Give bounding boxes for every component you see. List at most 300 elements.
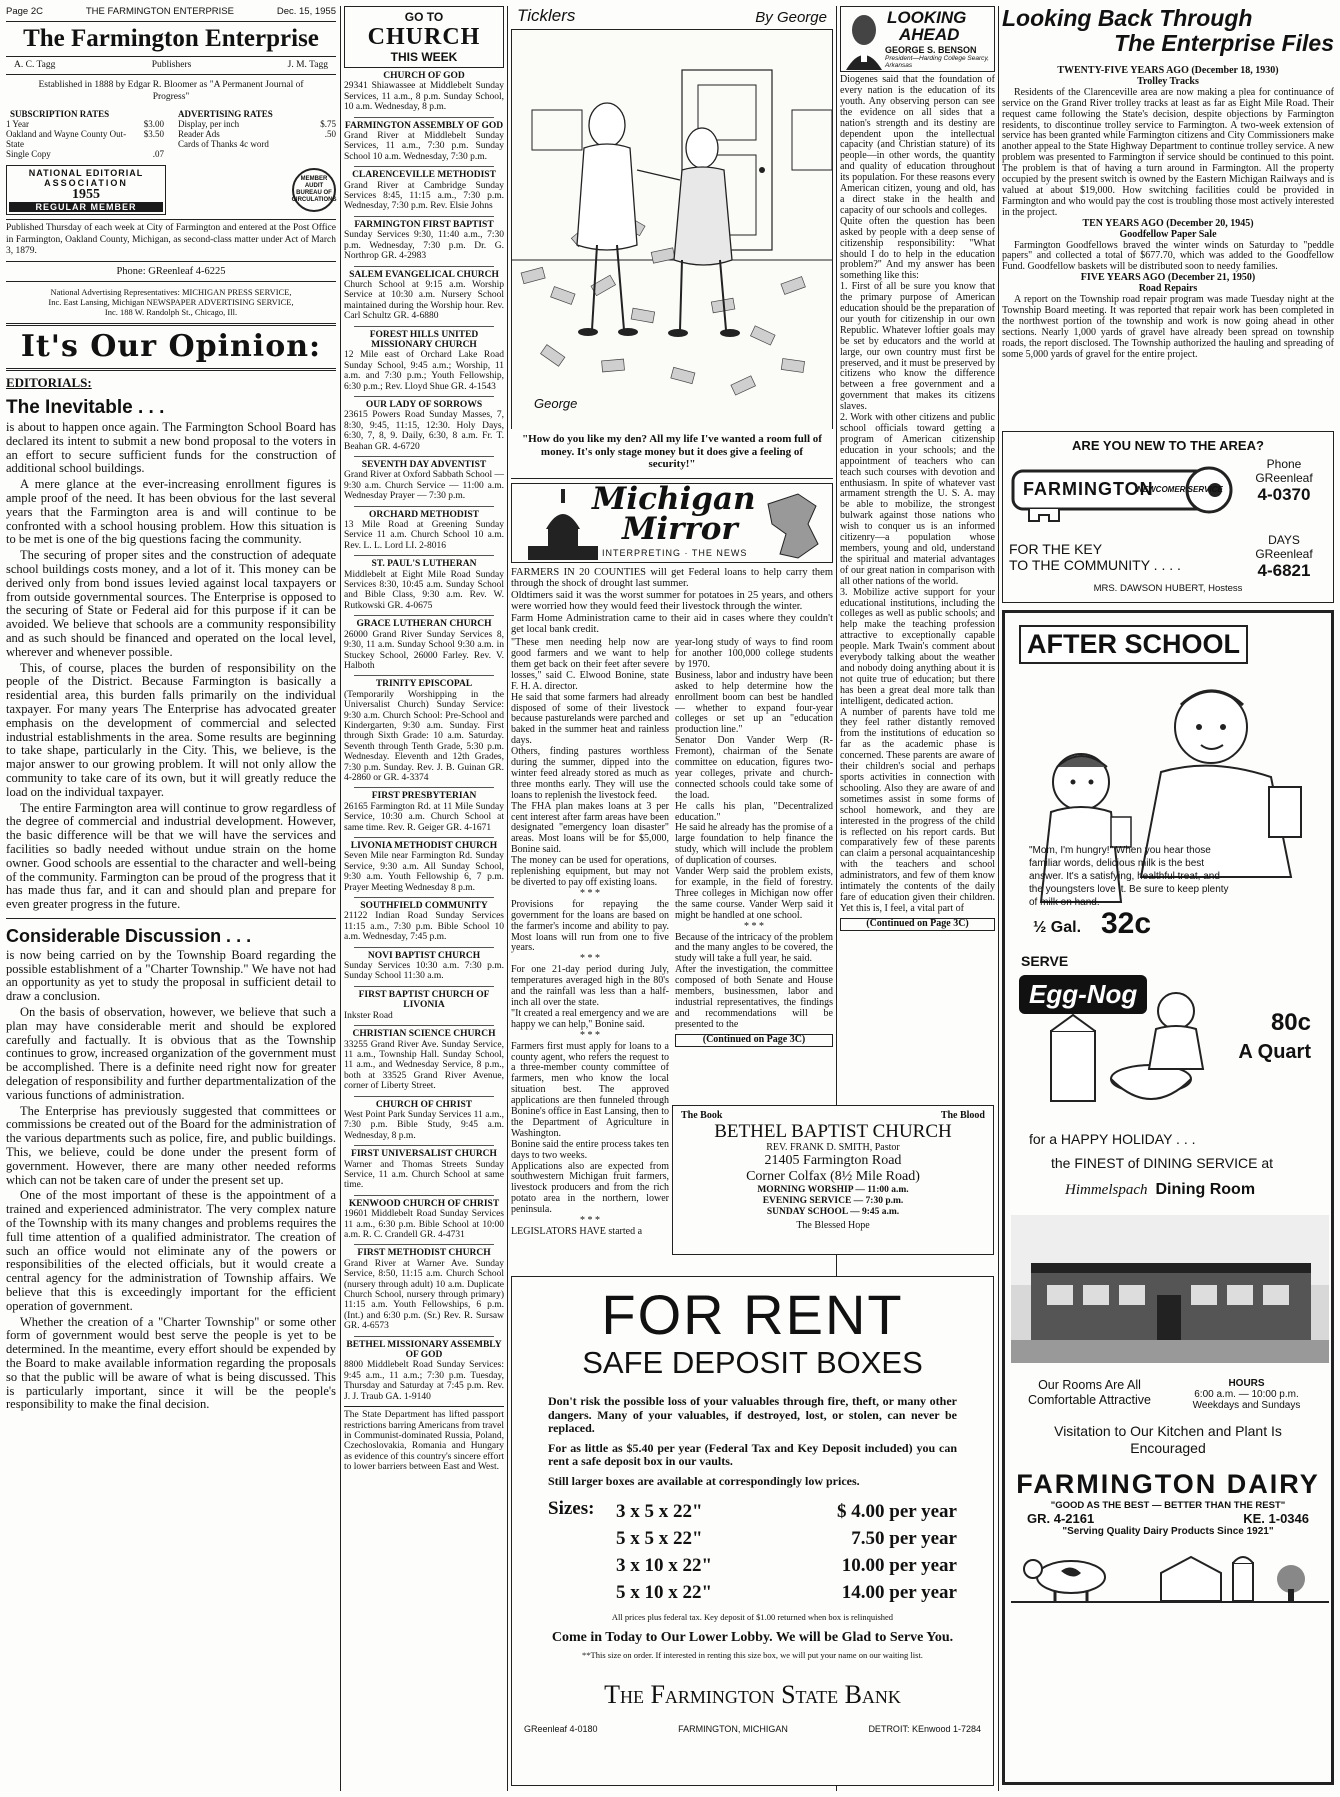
ticklers-header [511, 6, 833, 26]
state-department-note: The State Department has lifted passport restrictions barring Americans from travel in Communist-dominated Russia, Poland, Czechoslovakia, Romania and Hungary as evidence of this country's sincere effort to lower barriers between East and West. [344, 1410, 504, 1473]
church-directory-column [344, 6, 504, 1791]
divider [354, 326, 494, 327]
church-details: 26165 Farmington Rd. at 11 Mile Sunday Service, 10:30 a.m. Church School at same time. Rev. R. Geiger GR. 4-1671 [344, 801, 504, 833]
divider [354, 1145, 494, 1146]
church-name: GRACE LUTHERAN CHURCH [356, 619, 492, 630]
church-listing [344, 330, 504, 392]
church-name: SALEM EVANGELICAL CHURCH [349, 269, 499, 280]
separator: * * * [580, 887, 600, 899]
church-name: ORCHARD METHODIST [368, 509, 480, 520]
mirror-paragraph: Provisions for repaying the government for the loans are based on the farmer's income and ability to pay. Most loans will run from one to five years. [511, 898, 669, 954]
church-details: Grand River at Oxford Sabbath School — 9:30 a.m. Church Service — 11:00 a.m. Wednesday Prayer — 7:30 p.m. [344, 470, 504, 502]
divider [6, 261, 336, 262]
looking-back-sub: Trolley Tracks [1137, 75, 1199, 87]
mirror-paragraph: He said he already has the promise of a large foundation to help finance the study, which will include the problem of duplication of courses. [675, 822, 833, 867]
mirror-paragraph: He said that some farmers had already disposed of some of their livestock because pasturelands were parched and baked in the summer heat and rainless days. [511, 691, 669, 747]
looking-back-head: TEN YEARS AGO (December 20, 1945) [1082, 217, 1254, 229]
rooms-text: Our Rooms Are All Comfortable Attractive [1028, 1378, 1151, 1407]
safe-deposit-fine-print: All prices plus federal tax. Key deposit of $1.00 returned when box is relinquished [611, 1612, 894, 1622]
divider [354, 947, 494, 948]
bank-phone: DETROIT: KEnwood 1-7284 [868, 1724, 981, 1734]
divider [6, 74, 336, 75]
dairy-phone: GR. 4-2161 [1027, 1511, 1095, 1526]
publication-notice: Published Thursday of each week at City of Farmington and entered at the Post Office in Farmington, Oakland County, Michigan, as second-class matter under Act of March 3, 1879. [6, 223, 336, 256]
column-rule [507, 6, 508, 1791]
cartoon-caption: "How do you like my den? All my life I've wanted a room full of money. It's only stage money but it does give a feeling of security!" [522, 433, 822, 470]
church-details: Grand River at Warner Ave. Sunday Service, 8:50, 11:15 a.m. Church School (nursery through adult) 10 a.m. Duplicate Church School, nursery through primary) 11:15 a.m. Youth Fellowships, 6 p.m. (Int.) and 6:30 p.m. (Sr.) Rev. R. Sursaw GR. 4-6573 [344, 1258, 504, 1332]
church-name: CLARENCEVILLE METHODIST [352, 170, 496, 181]
looking-ahead-column [840, 6, 995, 1101]
looking-ahead-logo [840, 6, 995, 72]
box-size-row [616, 1579, 957, 1606]
dining-room-line [1065, 1181, 1325, 1199]
editorial-column [6, 6, 336, 1791]
looking-back-sub: Road Repairs [1138, 283, 1198, 295]
after-school-headline: AFTER SCHOOL [1019, 625, 1248, 664]
half-gallon-label: ½ Gal. [1033, 919, 1082, 936]
bank-name: The Farmington State Bank [604, 1680, 901, 1709]
nea-badge: NATIONAL EDITORIAL ASSOCIATION 1955 REGULAR MEMBER [6, 165, 166, 215]
looking-ahead-paragraph: A number of parents have told me they feel rather distantly removed from the institutions of education so far as the academic phase is concerned. These parents are aware of their children's social and perhaps sports activities in connection with schooling. Also they are aware of and sometimes assist in some forms of school homework, and they are interested in the progress of the child is reflected on his report cards. But comparatively few of these parents can claim a personal acquaintanceship with the teachers and school administrators, and few of them know intimately the contents of the daily fare of education given their children. Yet this is, I feel, a vital part of [840, 706, 995, 914]
phone-exchange: GReenleaf [1255, 547, 1313, 561]
church-listing [344, 121, 504, 163]
church-details: Church School at 9:15 a.m. Worship Service at 10:30 a.m. Nursery School maintained during the Worship hour. Rev. Carl Schultz GR. 4-6880 [344, 279, 504, 322]
separator: * * * [580, 953, 600, 965]
abc-badge: MEMBER AUDIT BUREAU OF CIRCULATIONS [292, 168, 336, 212]
dairy-slogan: "GOOD AS THE BEST — BETTER THAN THE REST" [1050, 1500, 1286, 1511]
church-listing [344, 990, 504, 1021]
divider [511, 478, 833, 479]
cartoonist-signature: George [534, 396, 578, 411]
holiday-line: for a HAPPY HOLIDAY . . . [1029, 1131, 1196, 1147]
mirror-paragraph: Applications also are expected from southwestern Michigan fruit farmers, livestock producers and from the rich potato area in the northern, lower peninsula. [511, 1160, 669, 1216]
church-listing [344, 1029, 504, 1091]
dining-line: the FINEST of DINING SERVICE at [1051, 1155, 1273, 1171]
rate-row: Cards of Thanks 4c word [178, 139, 269, 149]
mirror-logo-line1: Michigan [592, 480, 756, 517]
hours-label: HOURS [1228, 1378, 1265, 1389]
established-note: Established in 1888 by Edgar R. Bloomer as "A Permanent Journal of Progress" [38, 80, 304, 102]
looking-ahead-author-title: President—Harding College Searcy, Arkansas [885, 55, 989, 69]
mirror-lead: FARMERS IN 20 COUNTIES will get Federal loans to help carry them through the shock of drought last summer. [511, 566, 833, 590]
church-details: Warner and Thomas Streets Sunday Service, 11 a.m. Church School at same time. [344, 1159, 504, 1191]
right-column [1002, 6, 1334, 1791]
church-name: KENWOOD CHURCH OF CHRIST [348, 1198, 500, 1209]
rate-row: Oakland and Wayne County Out-State $3.50 [6, 129, 164, 149]
box-price: $ 4.00 per year [837, 1501, 957, 1522]
divider [6, 219, 336, 220]
bethel-top-line [681, 1110, 985, 1121]
looking-back-body [1002, 66, 1334, 360]
divider [6, 56, 336, 57]
church-details: Sunday Services 10:30 a.m. 7:30 p.m. Sunday School 11:30 a.m. [344, 961, 504, 982]
bethel-service: EVENING SERVICE — 7:30 p.m. [762, 1196, 904, 1206]
divider [6, 281, 336, 282]
divider [354, 1195, 494, 1196]
church-details: West Point Park Sunday Services 11 a.m., 7:30 p.m. Bible Study, 9:45 a.m. Wednesday, 8 p.m. [344, 1109, 504, 1141]
dairy-phones [1011, 1511, 1325, 1526]
sizes-label: Sizes: [548, 1498, 595, 1519]
issue-date: Dec. 15, 1955 [276, 6, 336, 17]
church-name: SOUTHFIELD COMMUNITY [360, 901, 488, 912]
church-name: NOVI BAPTIST CHURCH [367, 950, 481, 961]
editorial-headline: The Inevitable . . . [6, 397, 165, 418]
editorial-paragraph: is about to happen once again. The Farmington School Board has declared its intent to submit a new bond proposal to the voters in an effort to secure sufficient funds for the construction of additional school buildings. [6, 420, 336, 476]
bethel-pastor: REV. FRANK D. SMITH, Pastor [766, 1142, 900, 1153]
mirror-paragraph: For one 21-day period during July, temperatures averaged high in the 80's and the rainfall was less than a half-inch all over the state. [511, 964, 669, 1008]
church-name: CHURCH OF CHRIST [375, 1099, 473, 1110]
mirror-paragraph: The money can be used for operations, replenishing equipment, but may not be diverted to pay off existing loans. [511, 855, 669, 888]
editorials-label: EDITORIALS: [6, 375, 92, 390]
looking-ahead-line1: LOOKING [887, 8, 967, 27]
mirror-paragraph: Farmers first must apply for loans to a county agent, who refers the request to a three-member county committee of farmers, men who know the local situation best. The approved applications are then funneled through Bonine's office in East Lansing, then to the Department of Agriculture in Washington. [511, 1040, 669, 1139]
phone-exchange: GReenleaf [1255, 471, 1313, 485]
church-details: 21122 Indian Road Sunday Services 11:15 a.m., 7:30 p.m. Bible School 10 a.m. Wednesday, 7:45 p.m. [344, 911, 504, 943]
church-listing [344, 270, 504, 322]
size-list [616, 1498, 957, 1606]
box-size: 5 x 5 x 22" [616, 1528, 703, 1549]
cartoon-panel [511, 29, 833, 429]
eggnog-price: 80c [1270, 1009, 1311, 1036]
box-price: 10.00 per year [841, 1555, 957, 1576]
eggnog-logo: Egg-Nog [1019, 975, 1147, 1014]
divider [344, 1406, 504, 1407]
phone-number: 4-0370 [1257, 485, 1311, 504]
hours-block [1168, 1378, 1325, 1411]
church-details: 8800 Middlebelt Road Sunday Services: 9:45 a.m., 11 a.m.; 7:30 p.m. Tuesday, Thursday and Saturday at 7:45 p.m. Rev. J. J. Traub GA. 1-9140 [344, 1360, 504, 1402]
church-name: FARMINGTON FIRST BAPTIST [354, 219, 494, 230]
rates-block [6, 109, 336, 159]
church-listing [344, 1149, 504, 1191]
safe-deposit-price-line: For as little as $5.40 per year (Federal Tax and Key Deposit included) you can rent a safe deposit box in our vaults. [548, 1440, 957, 1468]
key-text: FARMINGTON [1023, 479, 1154, 499]
box-price: 14.00 per year [841, 1582, 957, 1603]
church-name: ST. PAUL'S LUTHERAN [371, 559, 477, 570]
rate-row: Reader Ads .50 [178, 129, 336, 139]
cartoon-illustration [512, 30, 832, 430]
dairy-name: FARMINGTON DAIRY [1016, 1469, 1320, 1499]
church-name: SEVENTH DAY ADVENTIST [361, 460, 487, 470]
church-details: 33255 Grand River Ave. Sunday Service, 11 a.m., Township Hall. Sunday School, 11 a.m., and Wednesday Service, 8 p.m., both at 33525 Grand River Avenue, corner of Liberty Street. [344, 1039, 504, 1092]
publishers-label: Publishers [151, 59, 192, 70]
safe-deposit-intro: Don't risk the possible loss of your valuables through fire, theft, or many other dangers. Many of your valuables, if destroyed, lost, or stolen, can never be replaced. [548, 1394, 957, 1435]
box-size: 5 x 10 x 22" [616, 1582, 713, 1603]
safe-deposit-headline: SAFE DEPOSIT BOXES [582, 1345, 923, 1380]
folio-line [6, 6, 336, 18]
church-name: FOREST HILLS UNITED MISSIONARY CHURCH [369, 329, 479, 350]
column-rule [998, 6, 999, 1791]
church-listing [344, 1340, 504, 1402]
visitation-text: Visitation to Our Kitchen and Plant Is Encouraged [1054, 1423, 1282, 1456]
newcomer-ad [1002, 431, 1334, 603]
church-name: FIRST UNIVERSALIST CHURCH [351, 1149, 497, 1160]
eggnog-carton-illustration [1021, 969, 1221, 1119]
cow-farm-illustration [1011, 1543, 1329, 1613]
dairy-phone: KE. 1-0346 [1243, 1511, 1309, 1526]
newcomer-tagline [1009, 533, 1241, 581]
church-name: FIRST BAPTIST CHURCH OF LIVONIA [358, 989, 490, 1011]
dining-room-label: Dining Room [1155, 1181, 1256, 1198]
mirror-paragraph: "These men needing help now are good farmers and we want to help them get back on their feet after severe losses," said C. Elwood Bonine, state F. H. A. director. [511, 637, 669, 692]
divider [354, 266, 494, 267]
church-details: Grand River at Middlebelt Sunday Services, 11 a.m., 7:30 p.m. Sunday School 10 a.m. Wednesday, 7:30 p.m. [344, 131, 504, 162]
subscription-title: SUBSCRIPTION RATES [10, 109, 110, 119]
mirror-paragraph: Because of the intricacy of the problem and the many angles to be covered, the study will take a full year, he said. [675, 931, 833, 965]
divider [354, 555, 494, 556]
bethel-footer: The Blessed Hope [796, 1220, 870, 1231]
church-listing [344, 559, 504, 611]
looking-back-title: Looking Back Through [1002, 5, 1253, 31]
mirror-paragraph: "It created a real emergency and we are happy we can help," Bonine said. [511, 1007, 669, 1030]
looking-ahead-author: GEORGE S. BENSON [885, 45, 977, 55]
editorial-paragraph: A mere glance at the ever-increasing enrollment figures is ample proof of the need. It has been obvious for the last several years that the Farmington area is and will continue to be confronted with a school housing problem. How this situation is to be met is one of the big questions facing the community. [6, 477, 336, 547]
mirror-paragraph: The FHA plan makes loans at 3 per cent interest after farm areas have been designated "emergency loan disaster" areas. Most loans will be for $5,000, Bonine said. [511, 800, 669, 856]
divider [6, 21, 336, 22]
dairy-ad [1002, 610, 1334, 1785]
church-listing [344, 1248, 504, 1331]
opinion-title: It's Our Opinion: [20, 329, 322, 364]
divider [354, 456, 494, 457]
church-listing [344, 510, 504, 552]
divider [6, 918, 336, 919]
safe-deposit-come-in: Come in Today to Our Lower Lobby. We will be Glad to Serve You. [551, 1630, 954, 1645]
mirror-logo-line2: Mirror [622, 510, 738, 547]
divider [354, 1336, 494, 1337]
mirror-paragraph: Farm Home Administration came to their aid in cases where they couldn't get local bank credit. [511, 612, 833, 636]
safe-deposit-larger: Still larger boxes are available at correspondingly low prices. [548, 1473, 860, 1488]
eggnog-panel [1011, 969, 1325, 1119]
newcomer-row [1009, 457, 1327, 531]
church-details: Middlebelt at Eight Mile Road Sunday Services 8:30, 10:45 a.m. Sunday School and Bible Class, 9:30 a.m. Rev. W. Rutkowski GR. 4-0675 [344, 569, 504, 611]
eggnog-quart: A Quart [1238, 1041, 1311, 1063]
editorial-paragraph: On the basis of observation, however, we believe that such a plan may have considerable merit and should be explored carefully and factually. It is obvious that as the Township continues to grow, increased organization of the government must be accomplished. There is a definite need right now for greater delegation of responsibility and further departmentalization of the various functions of administration. [6, 1005, 336, 1102]
rate-row: Display, per inch $.75 [178, 119, 336, 129]
safe-deposit-ad [511, 1276, 994, 1786]
looking-back-text: Farmington Goodfellows braved the winter winds on Saturday to "peddle papers" and collected a total of $677.70, which was added to the Goodfellow Fund. Goodfellow baskets will be distributed soon to needy families. [1002, 239, 1334, 273]
mirror-paragraph: Vander Werp said the problem exists, for example, in the field of forestry. Three colleges in Michigan now offer the same course. Vander Werp said it might be handled at one school. [675, 866, 833, 921]
looking-back-text: A report on the Township road repair program was made Tuesday night at the Township Board meeting. It was reported that repair work has been completed in the northwest portion of the township and work is now going ahead in other sections. Nearly 1,000 yards of gravel have already been spread on township roads, the report disclosed. The Township authorized the hauling and spreading of some 5,000 yards of gravel for the entire project. [1002, 294, 1334, 360]
church-listing [344, 901, 504, 943]
bethel-blood: The Blood [940, 1110, 985, 1121]
church-details: 26000 Grand River Sunday Services 8, 9:30, 11 a.m. Sunday School 9:30 a.m. in Stuckey School, 26000 Farley. Rev. V. Halboth [344, 629, 504, 671]
mirror-paragraph: After the investigation, the committee composed of both Senate and House members, businessmen, labor and industrial representatives, the findings and recommendations will be presented to the [675, 964, 833, 1030]
box-sizes [548, 1498, 957, 1606]
after-school-panel [1011, 619, 1325, 949]
editorial-paragraph: The entire Farmington area will continue to grow regardless of the degree of commercial and industrial development. However, the basic difference will be that we will have the services and facilities so badly needed without undue strain on the home owner. Good schools are essential to the character and well-being of the community. Farmington can be proud of the progress that it has made thus far, and it can and should plan and prepare for even greater progress in the future. [6, 800, 336, 912]
mirror-continued: (Continued on Page 3C) [675, 1034, 833, 1047]
editorial-paragraph: The securing of proper sites and the construction of adequate school buildings costs money, and a lot of it. This money can be derived only from bond issues levied against local taxpayers or from outside governmental sources. The Enterprise is opposed to the securing of State or Federal aid for this purpose if it can be avoided. We believe that schools are a community responsibility and as such should be financed and operated on the local level, wherever and whenever possible. [6, 548, 336, 659]
looking-back-subtitle: The Enterprise Files [1114, 30, 1334, 56]
church-listing [344, 400, 504, 452]
bank-phone: GReenleaf 4-0180 [524, 1724, 598, 1734]
box-size: 3 x 5 x 22" [616, 1501, 703, 1522]
looking-back-head: TWENTY-FIVE YEARS AGO (December 18, 1930) [1057, 65, 1279, 76]
page-number: Page 2C [6, 6, 43, 17]
looking-ahead-paragraph: 3. Mobilize active support for your educational institutions, including the colleges as well as public schools; and help make the teaching profession attractive to exceptionally capable people. Mark Twain's comment about everybody talking about the weather and nobody doing anything about it is not quite true of education; but there has been a great deal more talk than intelligent, dedicated action. [840, 586, 995, 707]
separator: * * * [580, 1029, 600, 1041]
dairy-info-row [1011, 1378, 1325, 1411]
looking-ahead-paragraph: Quite often the question has been asked by people with a deep sense of citizenship responsibility: "What should I do to help in the education problem?" And my answer has been something like this: [840, 215, 995, 282]
author-portrait-icon [844, 10, 884, 70]
newcomer-days [1241, 533, 1327, 581]
church-header-box [344, 6, 504, 68]
hours-text: 6:00 a.m. — 10:00 p.m. [1194, 1389, 1299, 1400]
church-listing [344, 170, 504, 212]
serve-label: SERVE [1021, 953, 1069, 969]
advertising-title: ADVERTISING RATES [178, 109, 273, 119]
mirror-paragraph: Others, finding pastures worthless during the summer, dipped into the winter feed already stored as much as three months early. They will use the loans to replenish the livestock feed. [511, 746, 669, 801]
newcomer-hostess: MRS. DAWSON HUBERT, Hostess [1093, 583, 1243, 594]
box-size-row [616, 1552, 957, 1579]
ticklers-title: Ticklers [517, 6, 576, 25]
church-label: CHURCH [367, 24, 481, 50]
phone-number: 4-6821 [1257, 561, 1311, 580]
key-subtext: NEWCOMER SERVICE [1137, 485, 1223, 494]
looking-ahead-paragraph: 1. First of all be sure you know that the primary purpose of American education should be the preparation of our youth for citizenship in our own Republic. Whatever loftier goals may be set by educators and the world at large, our own country must first be preserved, and it must be preserved by citizens who know the difference between a free government and a government that makes its citizens slaves. [840, 281, 995, 413]
church-listing [344, 71, 504, 113]
church-listing [344, 220, 504, 262]
michigan-map-icon [758, 484, 828, 562]
publishers-line [6, 60, 336, 72]
church-details: 13 Mile Road at Greening Sunday Service 11 a.m. Church School 10 a.m. Rev. L. L. Lord LI. 2-8016 [344, 520, 504, 551]
days-label: DAYS [1268, 533, 1300, 547]
church-name: OUR LADY OF SORROWS [365, 399, 483, 410]
mirror-right-column [675, 638, 833, 1116]
church-name: BETHEL MISSIONARY ASSEMBLY OF GOD [346, 1339, 502, 1361]
editorial-paragraph: This, of course, places the burden of responsibility on the people of the District. Because Farmington is basically a residential area, this burden falls primarily on the individual taxpayer. For many years The Enterprise has advocated greater emphasis on the development of commercial and selected industrial establishments in the area. Some results are beginning to take shape, particularly in the City. This, we believe, is the major answer to our growing problem. It will not only allow the community to take care of its own, but it will greatly reduce the load on the individual taxpayer. [6, 660, 336, 799]
church-listing [344, 841, 504, 893]
box-size: 3 x 10 x 22" [616, 1555, 713, 1576]
divider [354, 787, 494, 788]
go-to-label: GO TO [404, 10, 444, 24]
divider [354, 166, 494, 167]
church-listing [344, 619, 504, 671]
this-week-label: THIS WEEK [390, 50, 458, 64]
mirror-paragraph: LEGISLATORS HAVE started a [511, 1226, 643, 1237]
looking-back-sub: Goodfellow Paper Sale [1119, 228, 1217, 240]
church-name: CHRISTIAN SCIENCE CHURCH [352, 1029, 496, 1040]
divider [354, 1025, 494, 1026]
mirror-paragraph: year-long study of ways to find room for another 100,000 college students by 1970. [675, 637, 833, 670]
church-details: Seven Mile near Farmington Rd. Sunday Service, 9:30 a.m. All Sunday School, 9:30 a.m. Youth Fellowship 6, 7 p.m. Prayer Meeting Wednesday 8 p.m. [344, 851, 504, 893]
separator: * * * [580, 1215, 600, 1227]
church-details: 19601 Middlebelt Road Sunday Services 11 a.m., 6:30 p.m. Bible School at 10:00 a.m. R. C. Crandell GR. 4-4731 [344, 1209, 504, 1240]
editorial-paragraph: The Enterprise has previously suggested that committees or commissions be created out of the Board for the administration of the various departments such as police, fire, and public buildings. This, we believe, could be done under the present form of government. However, there are many other needed reforms which can not be taken care of under the present set up. [6, 1103, 336, 1187]
bank-footer [524, 1724, 981, 1734]
church-listing [344, 791, 504, 833]
ticklers-byline: By George [755, 9, 827, 26]
looking-ahead-body [840, 75, 995, 931]
church-details: 12 Mile east of Orchard Lake Road Sunday School, 9:45 a.m.; Worship, 11 a.m. and 7:30 p.m.; Youth Fellowship, 6:30 p.m.; Rev. Lloyd Shue GR. 4-1543 [344, 350, 504, 392]
newcomer-question: ARE YOU NEW TO THE AREA? [1072, 438, 1264, 453]
editorial-paragraph: One of the most important of these is the appointment of a trained and experienced administrator. The very complex nature of the Township with its many changes and problems requires the full time attention of a qualified administrator. The creation of such an office would not eliminate any of the powers or responsibilities of the elected officials, but it would create a central agency for the administration of Township affairs. We believe that this is exceedingly important for the efficient operation of government. [6, 1188, 336, 1313]
subscription-rates [6, 109, 164, 159]
bethel-book: The Book [681, 1110, 723, 1121]
mirror-tagline: INTERPRETING · THE NEWS [602, 547, 748, 558]
looking-back-head: FIVE YEARS AGO (December 21, 1950) [1080, 272, 1256, 284]
church-listing [344, 1199, 504, 1241]
bethel-name: BETHEL BAPTIST CHURCH [714, 1121, 952, 1142]
church-list [344, 71, 504, 1402]
himmelspach-name: Himmelspach [1065, 1182, 1148, 1198]
hours-days: Weekdays and Sundays [1192, 1400, 1301, 1411]
editorial-paragraph: is now being carried on by the Township Board regarding the possible establishment of a "Charter Township." We have not had an opportunity as yet to study the proposal in sufficient detail to draw a conclusion. [6, 947, 336, 1004]
mirror-left-column [511, 637, 669, 1237]
divider [354, 506, 494, 507]
divider [354, 1244, 494, 1245]
phone-label: Phone [1266, 457, 1302, 471]
church-listing [344, 1100, 504, 1142]
church-details: (Temporarily Worshipping in the Universalist Church) Sunday Service: 9:30 a.m. Church School: Pre-School and Kindergarten, 9:30 a.m. Sunday. First through Sixth Grade: 10 a.m. Saturday. Seventh through Tenth Grade, 5:30 p.m. Wednesday. Eleventh and 12th Grades, 7:30 p.m. Sunday. Rev. J. B. Guinan GR. 4-2860 or GR. 4-3374 [344, 689, 504, 783]
editorial-paragraph: Whether the creation of a "Charter Township" or some other form of government would best serve the people is yet to be determined. In the meantime, every effort should be expended by the Board to make available information regarding the proposals so that the public will be aware of what is being discussed. This is particularly important, since it will be the people's responsibility to make the final decision. [6, 1314, 336, 1412]
after-school-quote: "Mom, I'm hungry!" When you hear those familiar words, delicious milk is the best answer. It's a satisfying, healthful treat, and the youngsters love it. Be sure to keep plenty of milk on hand. [1029, 845, 1229, 908]
looking-ahead-paragraph: 2. Work with other citizens and public school officials toward getting a program of American citizenship education in your schools; and the appointment of teachers who can teach such courses with devotion and enthusiasm. In spite of whatever vast armament strength the U. S. A. may be able to mobilize, the strongest bulwark against those nations who wish to conquer us is an informed citizenry—a population whose members, young and old, understand the spiritual and material advantages of our great nation in comparison with all other nations of the world. [840, 412, 995, 587]
mirror-paragraph: Oldtimers said it was the worst summer for potatoes in 25 years, and others were worried how they would feed their livestock through the winter. [511, 589, 833, 613]
michigan-mirror-logo [511, 480, 833, 563]
church-listing [344, 679, 504, 783]
dairy-since: "Serving Quality Dairy Products Since 1921" [1062, 1526, 1274, 1537]
church-details: Grand River at Cambridge Sunday Services 8:45, 11:15 a.m., 7:30 p.m. Wednesday, 7:30 p.m. Rev. Elsie Johns [344, 180, 504, 212]
key-graphic [1009, 457, 1241, 531]
church-details: Sunday Services 9:30, 11:40 a.m., 7:30 p.m. Wednesday, 7:30 p.m. Dr. G. Northrop GR. 4-2983 [344, 230, 504, 262]
church-name: TRINITY EPISCOPAL [375, 679, 473, 690]
newcomer-bottom [1009, 533, 1327, 581]
dairy-building-photo [1011, 1215, 1329, 1363]
box-price: 7.50 per year [851, 1528, 957, 1549]
church-name: FARMINGTON ASSEMBLY OF GOD [344, 120, 504, 131]
divider [354, 1096, 494, 1097]
church-name: CHURCH OF GOD [383, 71, 465, 81]
safe-deposit-waiting-list: **This size on order. If interested in renting this size box, we will put your name on our waiting list. [582, 1650, 923, 1660]
church-name: LIVONIA METHODIST CHURCH [350, 841, 498, 851]
divider [354, 675, 494, 676]
mirror-paragraph: Business, labor and industry have been asked to help determine how the enrollment boom can best be handled — whether to expand four-year colleges or set up an "education production line." [675, 669, 833, 736]
for-key-text: FOR THE KEY [1009, 541, 1103, 557]
paper-name-folio: THE FARMINGTON ENTERPRISE [85, 6, 234, 17]
church-listing [344, 951, 504, 982]
separator: * * * [744, 920, 764, 932]
membership-badges [6, 165, 336, 215]
looking-back-text: Residents of the Clarenceville area are now making a plea for continuance of service on the Grand River trolley tracks at least as far as Eight Mile Road. Their request came following the State's decision, despite objections by Farmington residents, to discontinue trolley service to Farmington. A two-week extension of service has been granted while Farmington citizens and City Commissioners make another appeal to the State Highway Department to continue trolley service. A new problem was presented to Farmington if service should be continued to this point. The problem is that of having a turn around in Farmington. All the property occupied by the present switch is owned by the Eastern Michigan Railways and is valued at about $19,000. How switching facilities could be provided in Farmington and who would pay the cost is troubling those most actively interested in the project. [1002, 86, 1334, 218]
mirror-paragraph: He calls his plan, "Decentralized education." [675, 800, 833, 823]
church-name: FIRST METHODIST CHURCH [357, 1248, 491, 1259]
publisher-name: J. M. Tagg [287, 59, 328, 70]
mirror-paragraph: Bonine said the entire process takes ten days to two weeks. [511, 1138, 669, 1161]
editorial-headline: Considerable Discussion . . . [6, 925, 252, 946]
bethel-service: MORNING WORSHIP — 11:00 a.m. [757, 1185, 909, 1195]
church-details: 23615 Powers Road Sunday Masses, 7, 8:30, 9:45, 11:15, 12:30. Holy Days, 6:30, 7, 8, 9. Daily, 6:30, 8 a.m. Fr. T. Beahan GR. 4-6720 [344, 410, 504, 452]
bethel-service: SUNDAY SCHOOL — 9:45 a.m. [766, 1207, 900, 1217]
divider [354, 897, 494, 898]
divider [354, 615, 494, 616]
newcomer-phones [1241, 457, 1327, 531]
divider [354, 396, 494, 397]
masthead: The Farmington Enterprise [23, 24, 319, 52]
mirror-paragraph: Senator Don Vander Werp (R-Fremont), chairman of the Senate committee on education, figures two-year colleges, private and church-connected schools could take some of the load. [675, 735, 833, 801]
office-phone: Phone: GReenleaf 4-6225 [116, 265, 226, 277]
church-details: 29341 Shiawassee at Middlebelt Sunday Services, 11 a.m., 8 p.m. Sunday School, 10 a.m. Wednesday, 8 p.m. [344, 81, 504, 113]
divider [6, 323, 336, 326]
box-size-row [616, 1525, 957, 1552]
church-listing [344, 460, 504, 502]
divider [354, 837, 494, 838]
community-text: TO THE COMMUNITY . . . . [1009, 557, 1181, 573]
advertising-rates [178, 109, 336, 159]
publisher-name: A. C. Tagg [14, 59, 56, 70]
box-size-row [616, 1498, 957, 1525]
advertising-representatives: National Advertising Representatives: MICHIGAN PRESS SERVICE, Inc. East Lansing, Michigan NEWSPAPER ADVERTISING SERVICE, Inc. 188 W. Randolph St., Chicago, Ill. [48, 287, 294, 317]
rate-row: 1 Year $3.00 [6, 119, 164, 129]
